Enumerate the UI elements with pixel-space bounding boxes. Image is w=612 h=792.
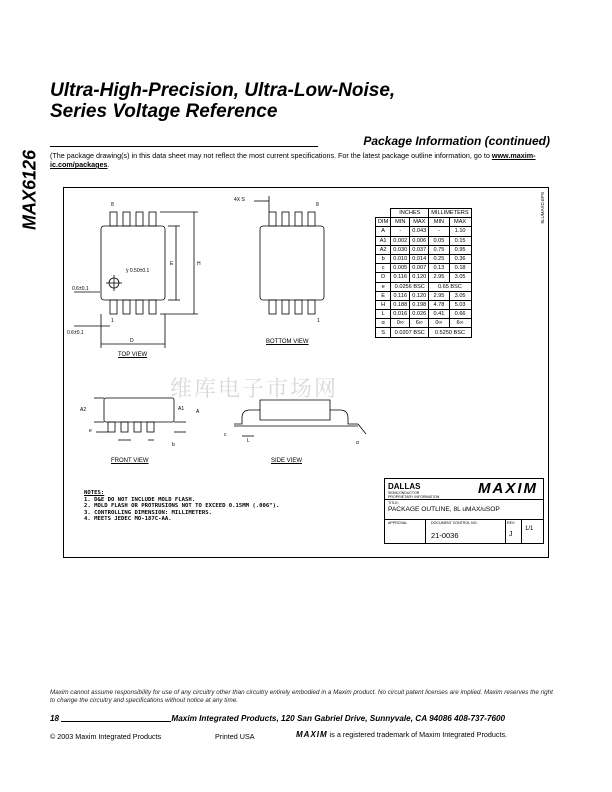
company-address: Maxim Integrated Products, 120 San Gabriel Drive, Sunnyvale, CA 94086 408-737-7600 [171,714,506,723]
pin-8-label-top: 8 [111,202,114,208]
table-subheader: MIN [429,218,449,227]
A1-label: A1 [178,406,185,412]
bottom-view-body [260,226,324,300]
page-title [50,80,570,122]
notes-heading: NOTES: [84,490,105,496]
side-view-label: SIDE VIEW [271,458,303,464]
pin-1-label-top: 1 [111,318,114,324]
table-subheader: MIN [391,218,410,227]
table-row: E 0.116 0.120 2.95 3.05 [376,291,472,300]
title-field-label: TITLE: [388,501,399,505]
section-heading-text: Package Information (continued) [363,134,550,148]
printed-usa: Printed USA [215,732,255,741]
table-subheader: DIM [376,218,391,227]
title-line-2: Series Voltage Reference [50,101,278,122]
approval-label: APPROVAL [388,521,408,525]
table-row: α 0∞ 6∞ 0∞ 6∞ [376,319,472,328]
top-view-label: TOP VIEW [118,352,148,358]
table-row: S 0.0207 BSC 0.5250 BSC [376,328,472,337]
alpha-label: α [356,440,359,446]
4x-s-label: 4X S [234,197,245,203]
dim-06b-label: 0.6±0.1 [67,330,84,336]
title-block [384,478,544,544]
note-item: 1. D&E DO NOT INCLUDE MOLD FLASH. [84,496,196,503]
footer-address-line [50,714,555,723]
prop-info-label: PROPRIETARY INFORMATION [388,495,440,499]
page-number: 18 [50,714,60,723]
A2-label: A2 [80,407,87,413]
heading-rule [50,146,318,147]
drawing-notes [84,490,404,523]
revision: J [509,531,513,538]
copyright: © 2003 Maxim Integrated Products [50,732,162,741]
c-label: c [224,432,227,438]
table-row: b 0.010 0.014 0.25 0.36 [376,254,472,263]
section-heading [50,134,550,150]
inches-header: INCHES [391,209,429,218]
y-dim-label: ÿ 0.50±0.1 [126,268,150,274]
package-note: (The package drawing(s) in this data sheet may not reflect the most current specifications. For the latest package outline information, go to www.maxim-ic.com/packages. [50,151,536,169]
package-outline-title: PACKAGE OUTLINE, 8L uMAX/uSOP [388,506,500,513]
b-label: b [172,442,175,448]
table-row: e 0.0256 BSC 0.65 BSC [376,282,472,291]
table-row: H 0.188 0.198 4.78 5.03 [376,300,472,309]
E-dim-label: E [170,261,174,267]
A-label: A [196,409,200,415]
note-item: 3. CONTROLLING DIMENSION: MILLIMETERS. [84,509,212,516]
disclaimer: Maxim cannot assume responsibility for use of any circuitry other than circuitry entirely embodied in a Maxim product. No circuit patent licenses are implied. Maxim reserves the right to change the circuitry and specifications without notice at any time. [50,689,553,704]
part-number-side-label: MAX6126 [19,149,40,231]
title-line-1: Ultra-High-Precision, Ultra-Low-Noise, [50,80,396,101]
doc-control-label: DOCUMENT CONTROL NO. [431,521,478,525]
front-view-label: FRONT VIEW [111,458,149,464]
front-view-body [104,398,174,422]
document-number: 21-0036 [431,531,459,540]
maxim-trademark-logo: MAXIM [296,730,328,739]
table-row: A - 0.043 - 1.10 [376,227,472,236]
watermark: 维库电子市场网 [170,377,339,402]
note-item: 4. MEETS JEDEC MO-187C-AA. [84,516,172,523]
L-label: L [247,438,250,444]
table-row: c 0.005 0.007 0.13 0.18 [376,264,472,273]
pin-8-label-bottom: 8 [316,202,319,208]
trademark-line [296,730,507,739]
table-row: L 0.016 0.026 0.41 0.66 [376,310,472,319]
D-dim-label: D [130,338,134,344]
drawing-code: 8LUMAXD.EPS [540,192,545,224]
dimension-table [375,208,472,338]
packages-link[interactable]: www.maxim-ic.com/packages [50,151,536,169]
table-subheader: MAX [410,218,429,227]
bottom-view-label: BOTTOM VIEW [266,339,309,345]
maxim-logo: MAXIM [478,480,538,497]
pin-1-label-bottom: 1 [317,318,320,324]
table-subheader: MAX [449,218,471,227]
table-row: A1 0.002 0.006 0.05 0.15 [376,236,472,245]
sheet-number: 1/1 [525,526,534,532]
dallas-logo: DALLAS SEMICONDUCTOR [388,482,421,495]
note-text: (The package drawing(s) in this data sheet may not reflect the most current specifications. For the latest package outline information, go to [50,151,492,160]
top-view-body [101,226,165,300]
side-view-body [260,400,330,420]
dim-06-label: 0.6±0.1 [72,286,89,292]
table-row: D 0.116 0.120 2.95 3.05 [376,273,472,282]
H-dim-label: H [197,261,201,267]
note-item: 2. MOLD FLASH OR PROTRUSIONS NOT TO EXCEED 0.15MM (.006"). [84,503,280,510]
mm-header: MILLIMETERS [429,209,471,218]
footer-rule [61,721,171,722]
table-row: A2 0.030 0.037 0.75 0.95 [376,245,472,254]
trademark-text: is a registered trademark of Maxim Integrated Products. [327,730,508,739]
rev-label: REV. [507,521,516,525]
e-label: e [89,428,92,434]
